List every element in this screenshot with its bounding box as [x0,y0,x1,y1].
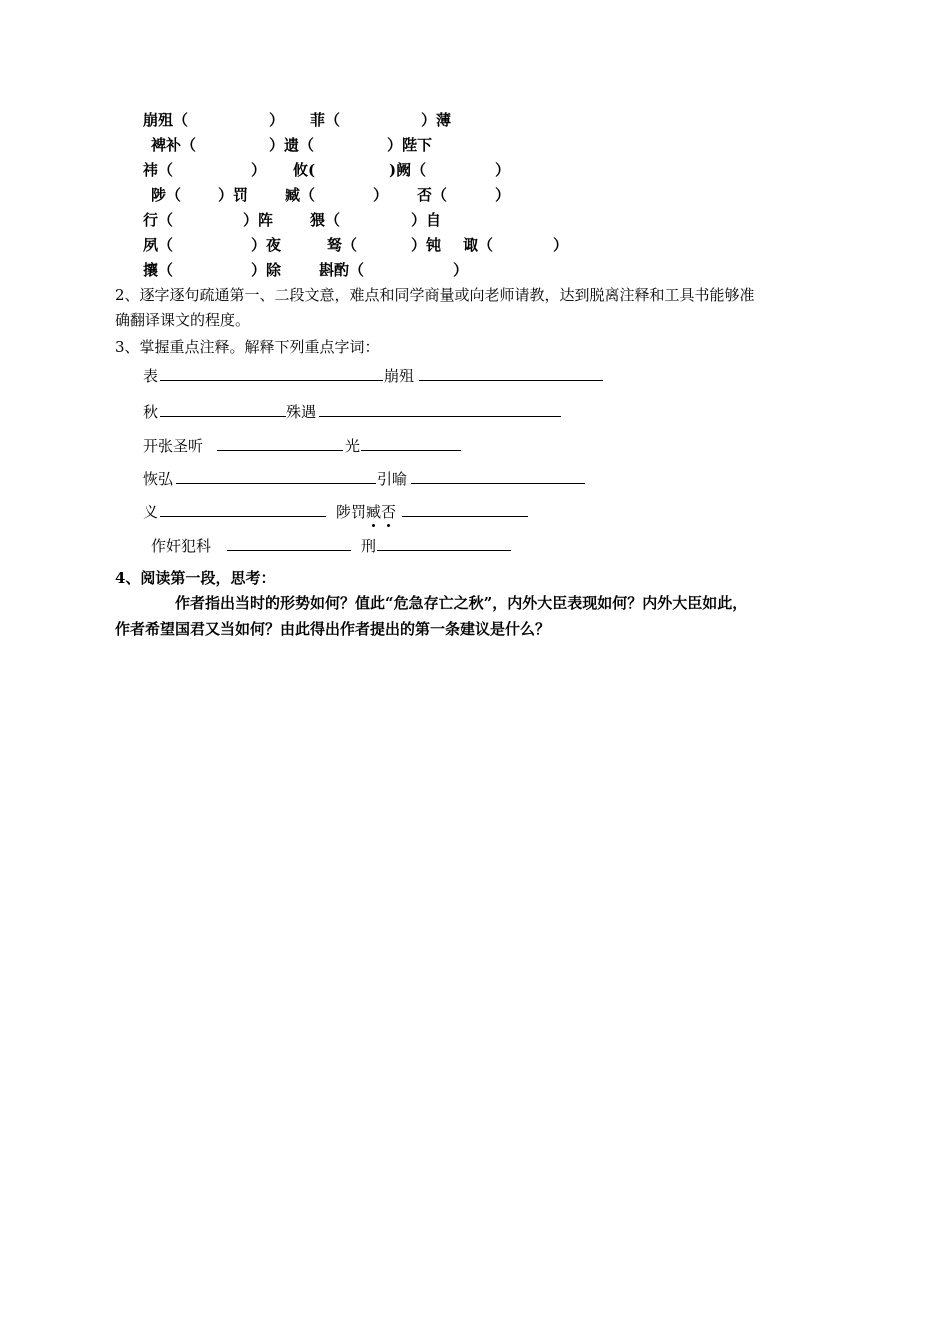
answer-blank[interactable] [419,366,603,381]
answer-blank[interactable] [361,436,461,451]
answer-blank[interactable] [217,436,343,451]
vocab-row-1: 表 崩殂 [143,366,613,386]
answer-blank[interactable] [227,536,351,551]
answer-blank[interactable] [319,402,561,417]
question-4-title: 4、阅读第一段，思考： [115,569,276,587]
question-4-line-2: 作者希望国君又当如何？由此得出作者提出的第一条建议是什么？ [115,620,551,638]
answer-blank[interactable] [402,502,528,517]
vocab-row-6: 作奸犯科 刑 [151,536,531,556]
question-3-title: 3、掌握重点注释。解释下列重点字词： [115,338,380,356]
answer-blank[interactable] [411,469,585,484]
question-4-line-1: 作者指出当时的形势如何？值此“危急存亡之秋”，内外大臣表现如何？内外大臣如此， [175,594,748,612]
answer-blank[interactable] [176,469,376,484]
answer-blank[interactable] [160,502,326,517]
question-2-line-1: 2、逐字逐句疏通第一、二段文意，难点和同学商量或向老师请教，达到脱离注释和工具书能够准 [115,286,755,304]
vocab-row-2: 秋 殊遇 [143,402,573,422]
vocab-row-3: 开张圣听 光 [143,436,473,456]
question-2-line-2: 确翻译课文的程度。 [115,311,251,329]
vocab-row-5: 义 陟罚臧否 [143,502,543,522]
answer-blank[interactable] [377,536,511,551]
answer-blank[interactable] [160,402,286,417]
answer-blank[interactable] [160,366,383,381]
vocab-row-4: 恢弘 引喻 [143,469,593,489]
